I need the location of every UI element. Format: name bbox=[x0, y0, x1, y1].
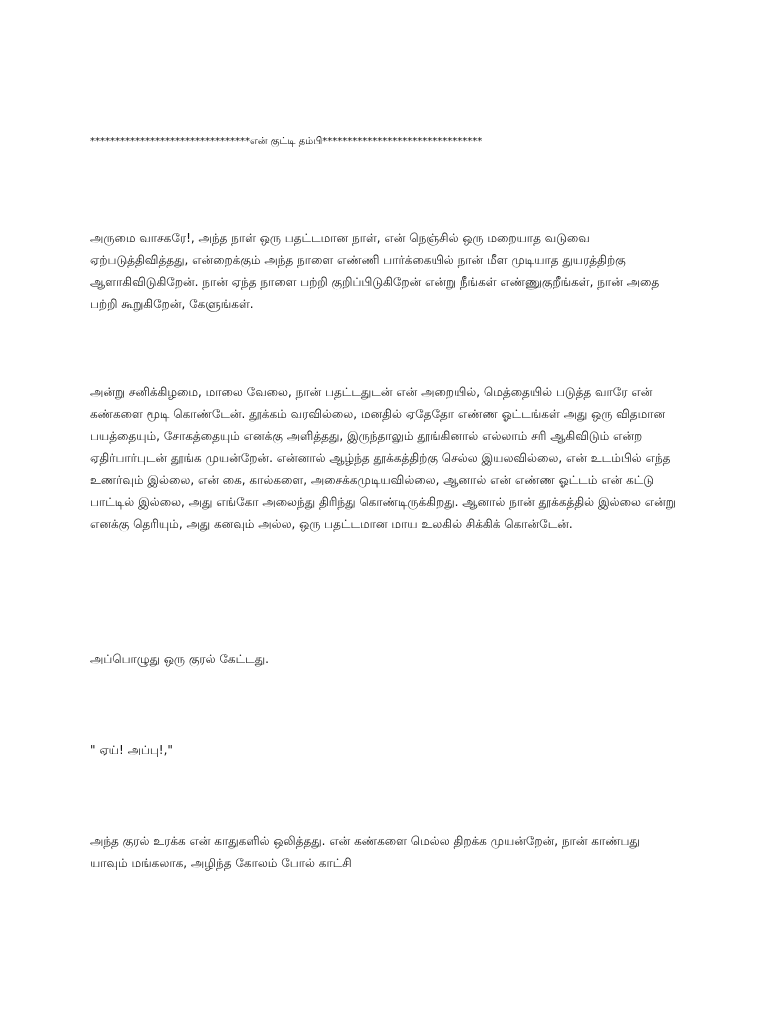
document-title: ********************************என் குட்டி தம்பி******************************** bbox=[90, 136, 483, 147]
paragraph-voice-echo: அந்த குரல் உரக்க என் காதுகளில் ஒலித்தது. என் கண்களை மெல்ல திறக்க முயன்றேன், நான் காண்பது யாவும் மங்கலாக, அழிந்த கோலம் போல் காட்சி bbox=[90, 834, 640, 870]
paragraph-dialogue: " ஏய்! அப்பு!," bbox=[90, 743, 173, 757]
paragraph-voice-heard: அப்பொழுது ஒரு குரல் கேட்டது. bbox=[90, 652, 269, 666]
paragraph-intro: அருமை வாசகரே!, அந்த நாள் ஒரு பதட்டமான நாள், என் நெஞ்சில் ஒரு மறையாத வடுவை ஏற்படுத்திவித்தது, என்றைக்கும் அந்த நாளை எண்ணி பார்க்கையில் நான் மீள முடியாத துயரத்திற்கு ஆளாகிவிடுகிறேன். நான் ஏந்த நாளை பற்றி குறிப்பிடுகிறேன் என்று நீங்கள் எண்ணுகுறீங்கள், நான் அதை பற்றி கூறுகிறேன், கேளுங்கள். bbox=[90, 231, 660, 311]
paragraph-saturday: அன்று சனிக்கிழமை, மாலை வேலை, நான் பதட்டதுடன் என் அறையில், மெத்தையில் படுத்த வாரே என் கண்களை மூடி கொண்டேன். தூக்கம் வரவில்லை, மனதில் ஏதேதோ எண்ண ஓட்டங்கள் அது ஒரு விதமான பயத்தையும், சோகத்தையும் எனக்கு அளித்தது, இருந்தாலும் தூங்கினால் எல்லாம் சரி ஆகிவிடும் என்ற ஏதிர்பார்புடன் தூங்க முயன்றேன். என்னால் ஆழ்ந்த தூக்கத்திற்கு செல்ல இயலவில்லை, என் உடம்பில் எந்த உணர்வும் இல்லை, என் கை, கால்களை, அசைக்கமுடியவில்லை, ஆனால் என் எண்ண ஓட்டம் என் கட்டு பாட்டில் இல்லை, அது எங்கோ அலைந்து திரிந்து கொண்டிருக்கிறது. ஆனால் நான் தூக்கத்தில் இல்லை என்று எனக்கு தெரியும், அது கனவும் அல்ல, ஒரு பதட்டமான மாய உலகில் சிக்கிக் கொன்டேன். bbox=[90, 385, 676, 531]
